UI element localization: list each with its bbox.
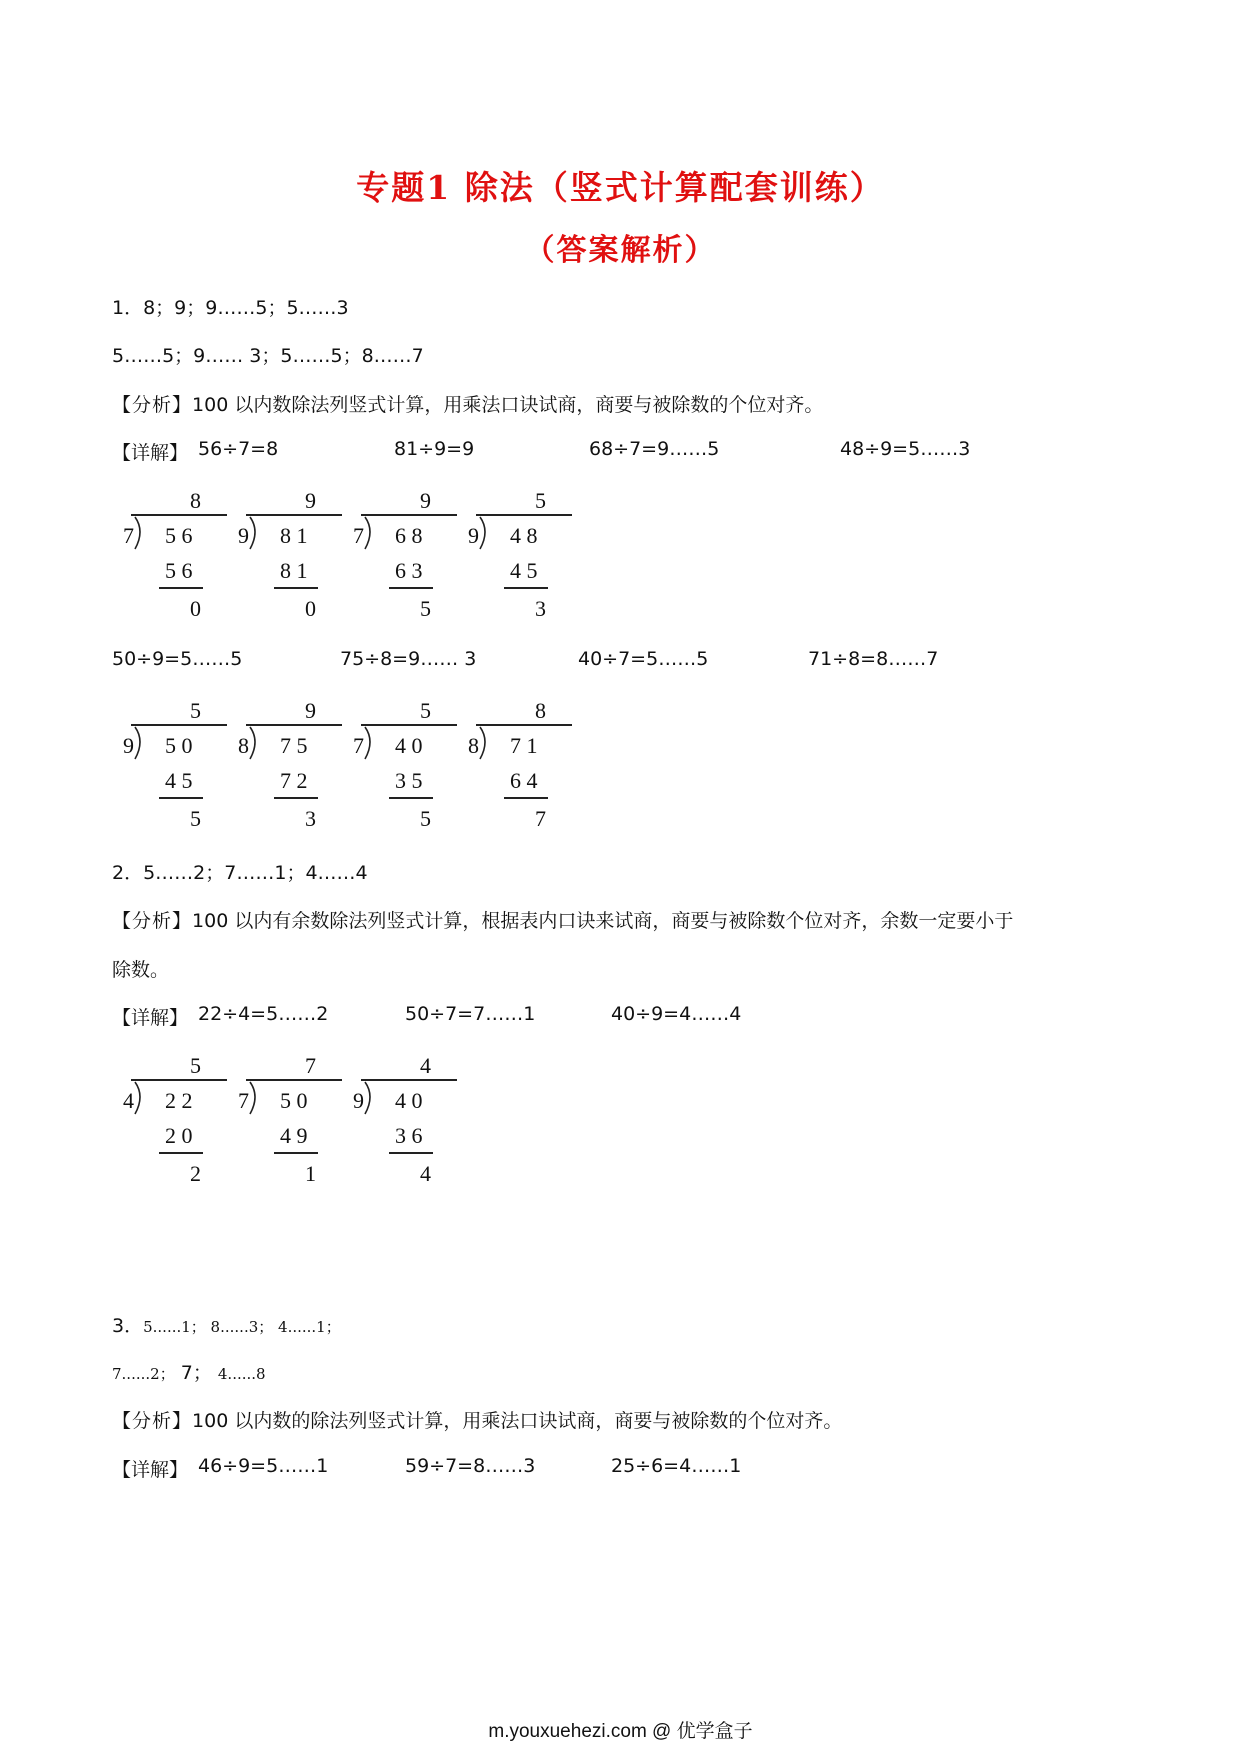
division-bar: [131, 514, 227, 516]
q1-answer-line1: 1．8；9；9……5；5……3: [112, 297, 349, 319]
q2-analysis: [112, 906, 1013, 933]
long-division: [230, 488, 345, 638]
q3-detail-label: 【详解】: [112, 1459, 189, 1481]
quotient: 9: [305, 488, 316, 513]
q3-answer: 7；: [180, 1362, 212, 1384]
q3-equation: 59÷7=8……3: [405, 1455, 536, 1477]
footer-watermark: m.youxuehezi.com @ 优学盒子: [488, 1721, 753, 1742]
subtraction-bar: [389, 1152, 433, 1154]
subtraction-bar: [274, 1152, 318, 1154]
q1-equation: 48÷9=5……3: [840, 438, 971, 460]
long-division: [115, 488, 230, 638]
division-bar: [361, 724, 457, 726]
divisor: 8: [468, 733, 479, 758]
divisor: 9: [123, 733, 134, 758]
division-bracket: [478, 725, 492, 761]
q1-analysis: [112, 390, 823, 417]
q3-answer-line1: [112, 1311, 341, 1338]
division-bar: [246, 514, 342, 516]
quotient: 9: [305, 698, 316, 723]
q1-equation: 81÷9=9: [394, 438, 475, 460]
q2-equation: 40÷9=4……4: [611, 1003, 742, 1025]
division-bracket: [363, 1080, 377, 1116]
q3-answers: 5......1； 8......3； 4......1；: [143, 1318, 341, 1336]
long-division: [115, 1053, 230, 1203]
divisor: 9: [238, 523, 249, 548]
division-bar: [131, 1079, 227, 1081]
divisor: 9: [353, 1088, 364, 1113]
product: 4 5: [165, 768, 193, 793]
q3-answer-line2: [112, 1358, 266, 1385]
divisor: 9: [468, 523, 479, 548]
product: 6 3: [395, 558, 423, 583]
subtraction-bar: [504, 587, 548, 589]
division-bracket: [133, 515, 147, 551]
product: 8 1: [280, 558, 308, 583]
remainder: 7: [535, 806, 546, 831]
long-division: [345, 1053, 460, 1203]
remainder: 3: [305, 806, 316, 831]
long-division: [230, 698, 345, 848]
product: 4 9: [280, 1123, 308, 1148]
quotient: 5: [190, 698, 201, 723]
quotient: 7: [305, 1053, 316, 1078]
long-division: [230, 1053, 345, 1203]
division-bracket: [248, 1080, 262, 1116]
remainder: 5: [420, 806, 431, 831]
division-bracket: [363, 725, 377, 761]
quotient: 9: [420, 488, 431, 513]
q2-analysis-cont: 除数。: [112, 959, 170, 981]
remainder: 4: [420, 1161, 431, 1186]
division-bar: [131, 724, 227, 726]
remainder: 0: [190, 596, 201, 621]
subtraction-bar: [389, 797, 433, 799]
divisor: 7: [353, 523, 364, 548]
product: 5 6: [165, 558, 193, 583]
q1-equation: 71÷8=8……7: [808, 648, 939, 670]
q1-answer-line2: 5……5；9…… 3；5……5；8……7: [112, 345, 424, 367]
long-division: [115, 698, 230, 848]
dividend: 8 1: [280, 523, 308, 548]
subtraction-bar: [159, 1152, 203, 1154]
quotient: 5: [190, 1053, 201, 1078]
remainder: 5: [190, 806, 201, 831]
divisor: 7: [238, 1088, 249, 1113]
page-title: 专题1 除法（竖式计算配套训练）: [356, 168, 885, 207]
quotient: 4: [420, 1053, 431, 1078]
quotient: 8: [190, 488, 201, 513]
q3-equation: 25÷6=4……1: [611, 1455, 742, 1477]
subtraction-bar: [274, 797, 318, 799]
q3-equation: 46÷9=5……1: [198, 1455, 329, 1477]
analysis-label: 【分析】: [112, 910, 193, 932]
quotient: 5: [535, 488, 546, 513]
dividend: 7 5: [280, 733, 308, 758]
division-bracket: [133, 725, 147, 761]
division-bar: [361, 514, 457, 516]
dividend: 2 2: [165, 1088, 193, 1113]
dividend: 4 0: [395, 733, 423, 758]
analysis-label: 【分析】: [112, 1410, 193, 1432]
division-bracket: [363, 515, 377, 551]
product: 7 2: [280, 768, 308, 793]
remainder: 5: [420, 596, 431, 621]
divisor: 7: [353, 733, 364, 758]
remainder: 2: [190, 1161, 201, 1186]
q2-equation: 50÷7=7……1: [405, 1003, 536, 1025]
division-bracket: [248, 515, 262, 551]
dividend: 5 0: [280, 1088, 308, 1113]
product: 3 5: [395, 768, 423, 793]
analysis-label: 【分析】: [112, 394, 193, 416]
remainder: 1: [305, 1161, 316, 1186]
division-bracket: [248, 725, 262, 761]
dividend: 5 6: [165, 523, 193, 548]
q1-equation: 75÷8=9…… 3: [340, 648, 477, 670]
product: 3 6: [395, 1123, 423, 1148]
subtraction-bar: [274, 587, 318, 589]
remainder: 0: [305, 596, 316, 621]
q3-number: 3．: [112, 1315, 144, 1337]
q3-answer: 4......8: [217, 1365, 266, 1383]
quotient: 5: [420, 698, 431, 723]
dividend: 6 8: [395, 523, 423, 548]
long-division: [460, 488, 575, 638]
product: 2 0: [165, 1123, 193, 1148]
quotient: 8: [535, 698, 546, 723]
page-subtitle: （答案解析）: [524, 233, 717, 268]
product: 4 5: [510, 558, 538, 583]
subtraction-bar: [389, 587, 433, 589]
divisor: 8: [238, 733, 249, 758]
q2-equation: 22÷4=5……2: [198, 1003, 329, 1025]
dividend: 4 0: [395, 1088, 423, 1113]
divisor: 4: [123, 1088, 134, 1113]
q2-detail-label: 【详解】: [112, 1007, 189, 1029]
subtraction-bar: [159, 797, 203, 799]
q1-equation: 56÷7=8: [198, 438, 279, 460]
subtraction-bar: [504, 797, 548, 799]
division-bracket: [133, 1080, 147, 1116]
division-bar: [246, 1079, 342, 1081]
remainder: 3: [535, 596, 546, 621]
dividend: 5 0: [165, 733, 193, 758]
division-bar: [246, 724, 342, 726]
analysis-text: 100 以内数除法列竖式计算，用乘法口诀试商，商要与被除数的个位对齐。: [192, 394, 824, 416]
analysis-text: 100 以内数的除法列竖式计算，用乘法口诀试商，商要与被除数的个位对齐。: [192, 1410, 843, 1432]
q1-equation: 68÷7=9……5: [589, 438, 720, 460]
q1-equation: 40÷7=5……5: [578, 648, 709, 670]
q2-answer-line: 2．5……2；7……1；4……4: [112, 862, 368, 884]
q1-detail-label: 【详解】: [112, 442, 189, 464]
product: 6 4: [510, 768, 538, 793]
long-division: [345, 488, 460, 638]
dividend: 7 1: [510, 733, 538, 758]
division-bar: [476, 724, 572, 726]
q3-analysis: [112, 1406, 842, 1433]
long-division: [345, 698, 460, 848]
divisor: 7: [123, 523, 134, 548]
analysis-text: 100 以内有余数除法列竖式计算，根据表内口诀来试商，商要与被除数个位对齐，余数一定要小于: [192, 910, 1014, 932]
division-bar: [361, 1079, 457, 1081]
q1-equation: 50÷9=5……5: [112, 648, 243, 670]
dividend: 4 8: [510, 523, 538, 548]
long-division: [460, 698, 575, 848]
subtraction-bar: [159, 587, 203, 589]
division-bar: [476, 514, 572, 516]
q3-answer: 7......2；: [112, 1365, 175, 1383]
division-bracket: [478, 515, 492, 551]
